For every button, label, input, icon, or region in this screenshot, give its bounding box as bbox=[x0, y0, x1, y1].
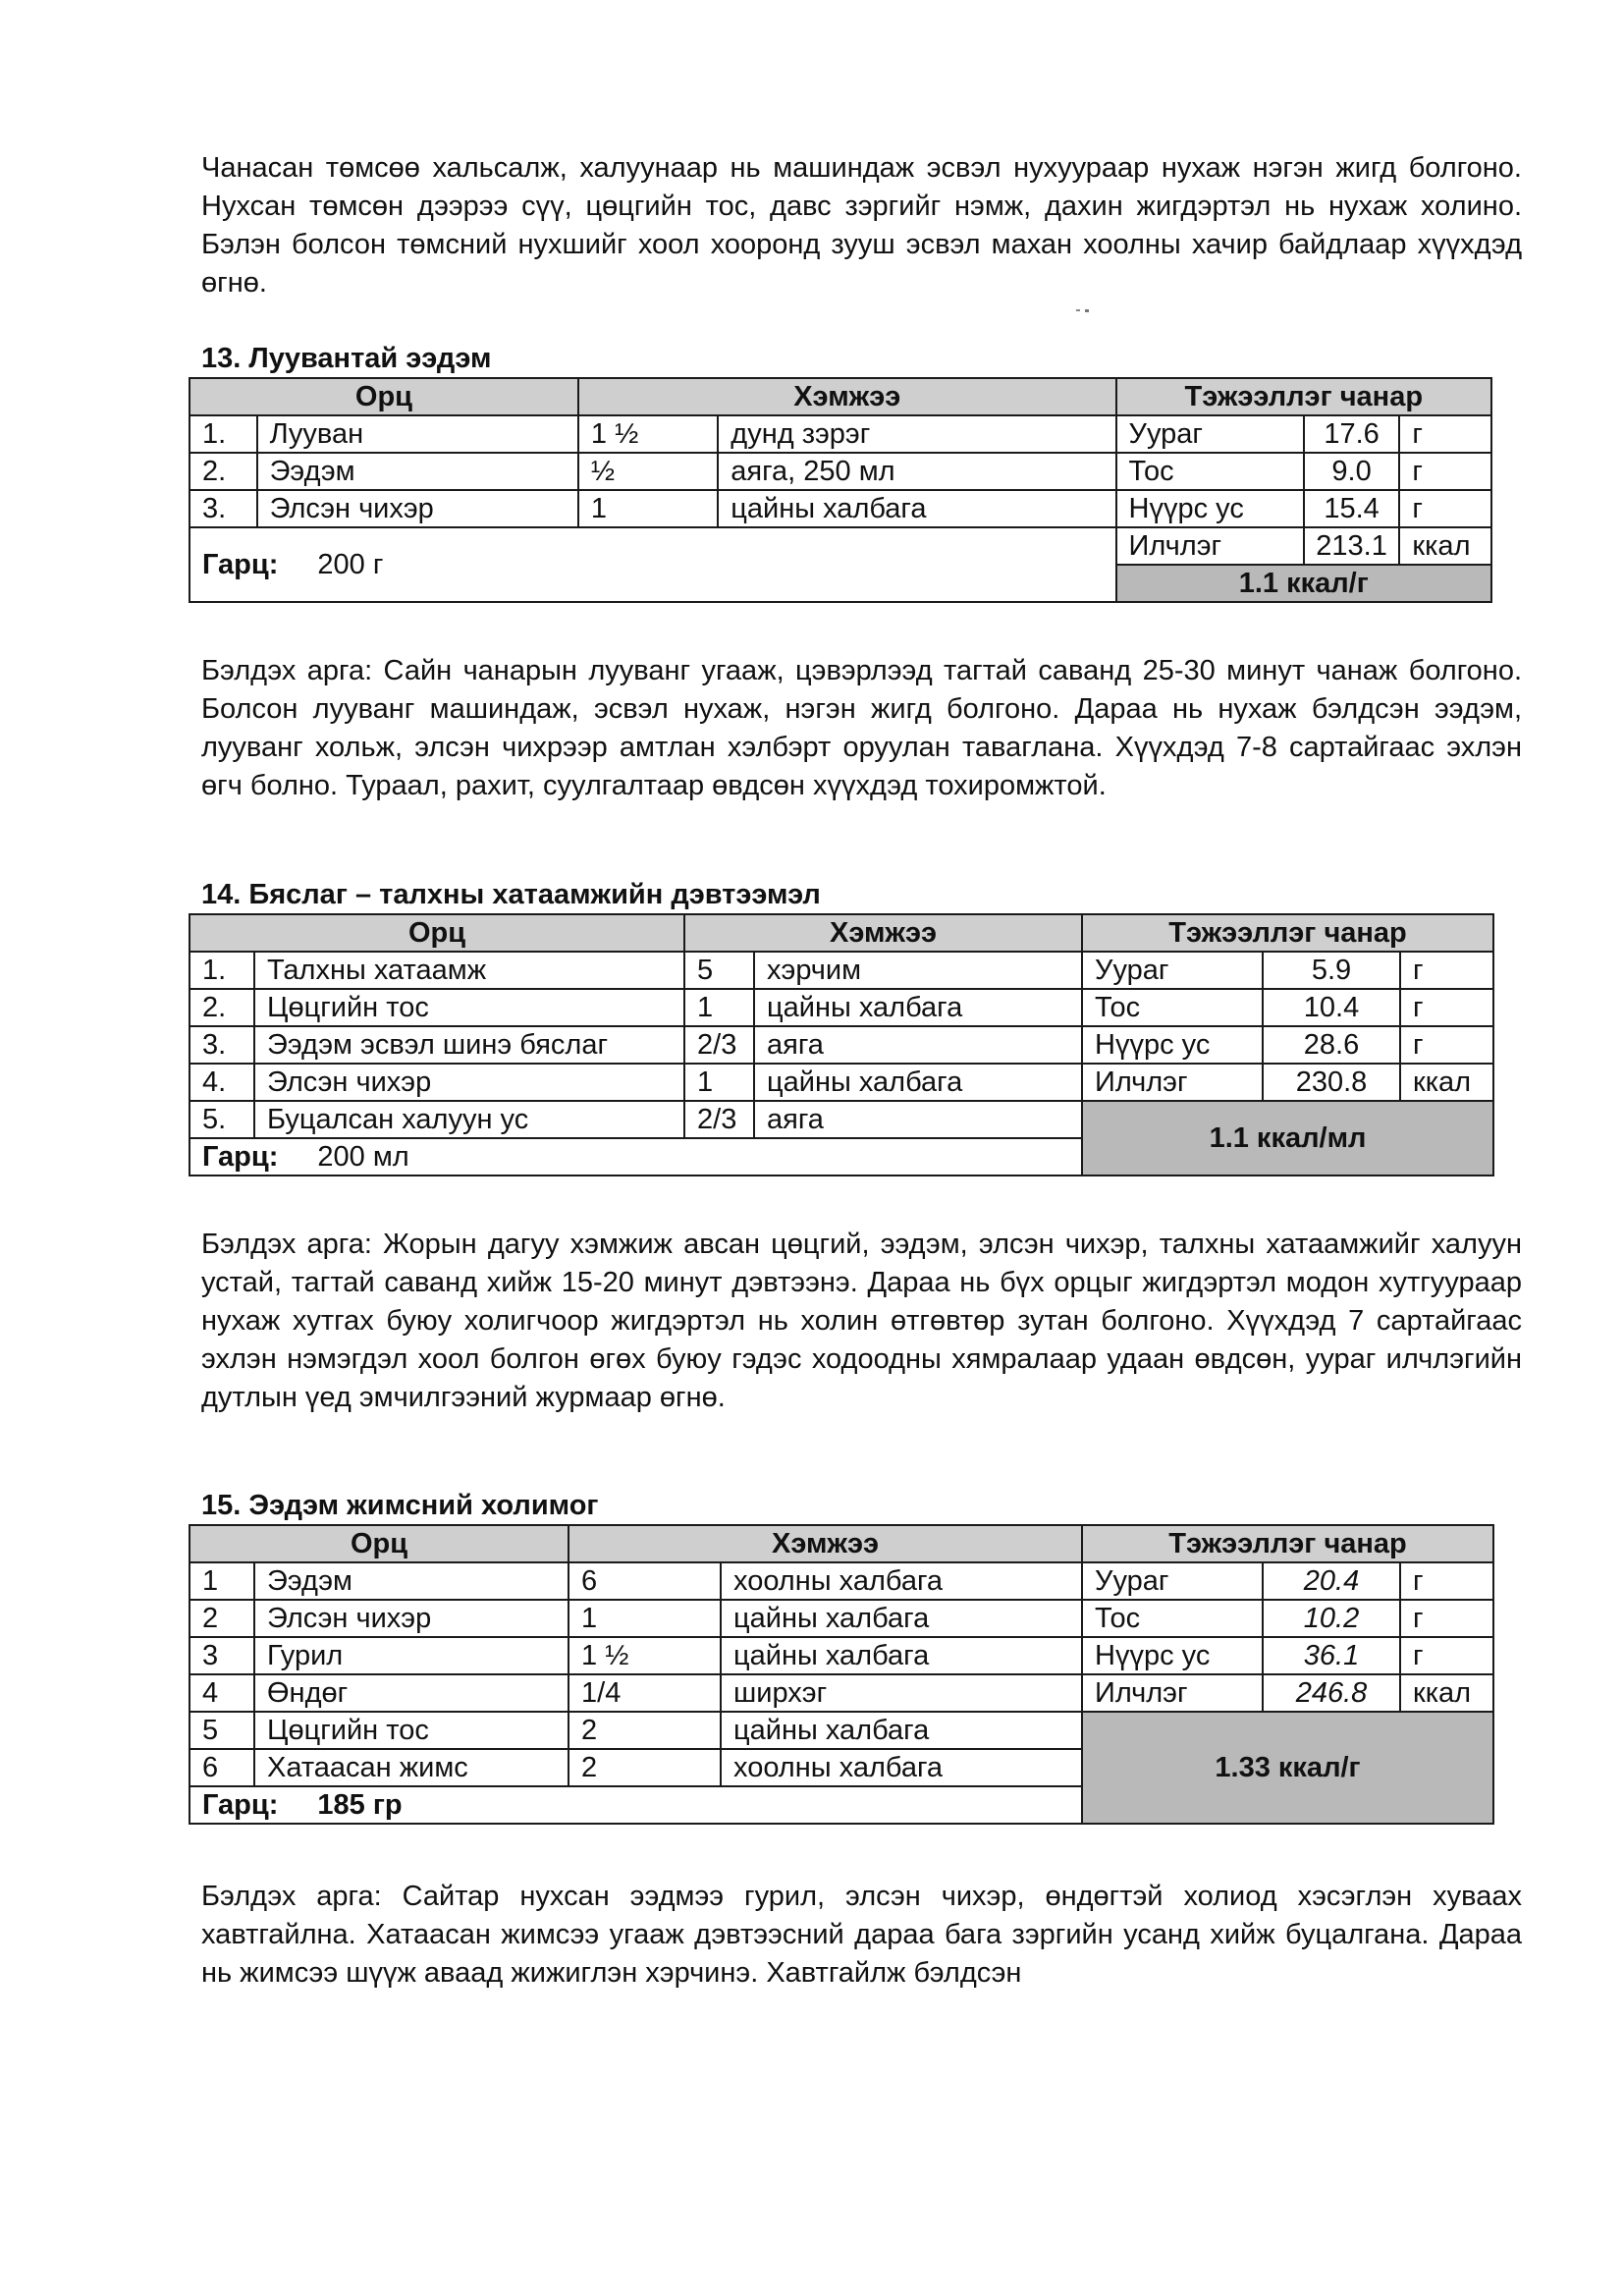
nutrient-value: 28.6 bbox=[1263, 1026, 1400, 1064]
col-header-hemjee: Хэмжээ bbox=[578, 378, 1116, 415]
nutrient-label: Нүүрс ус bbox=[1116, 490, 1304, 527]
ingredient-num: 3. bbox=[189, 490, 257, 527]
table-header-row bbox=[189, 1525, 1493, 1562]
nutrient-unit: г bbox=[1399, 453, 1491, 490]
col-header-hemjee: Хэмжээ bbox=[568, 1525, 1082, 1562]
recipe13-table bbox=[189, 377, 1492, 603]
table-row bbox=[189, 1712, 1493, 1749]
energy-density: 1.1 ккал/мл bbox=[1082, 1101, 1493, 1175]
nutrient-label: Илчлэг bbox=[1116, 527, 1304, 565]
ingredient-unit: аяга bbox=[754, 1101, 1082, 1138]
ingredient-unit: цайны халбага bbox=[754, 989, 1082, 1026]
yield-value: 185 гр bbox=[317, 1789, 403, 1821]
nutrient-label: Уураг bbox=[1116, 415, 1304, 453]
table-row bbox=[189, 527, 1491, 565]
scan-speck bbox=[1076, 308, 1090, 312]
nutrient-value: 213.1 bbox=[1304, 527, 1400, 565]
yield-cell bbox=[189, 1786, 1082, 1824]
ingredient-qty: ½ bbox=[578, 453, 718, 490]
ingredient-name: Элсэн чихэр bbox=[254, 1064, 684, 1101]
yield-value: 200 мл bbox=[317, 1141, 409, 1173]
nutrient-label: Илчлэг bbox=[1082, 1674, 1263, 1712]
nutrient-unit: г bbox=[1400, 1026, 1493, 1064]
nutrient-unit: ккал bbox=[1400, 1064, 1493, 1101]
table-row bbox=[189, 490, 1491, 527]
table-row bbox=[189, 415, 1491, 453]
ingredient-unit: цайны халбага bbox=[721, 1637, 1082, 1674]
yield-cell bbox=[189, 527, 1116, 602]
nutrient-unit: г bbox=[1400, 989, 1493, 1026]
ingredient-unit: хэрчим bbox=[754, 952, 1082, 989]
nutrient-value: 15.4 bbox=[1304, 490, 1400, 527]
nutrient-label: Нүүрс ус bbox=[1082, 1637, 1263, 1674]
nutrient-unit: ккал bbox=[1399, 527, 1491, 565]
ingredient-name: Хатаасан жимс bbox=[254, 1749, 568, 1786]
ingredient-unit: цайны халбага bbox=[721, 1600, 1082, 1637]
ingredient-unit: хоолны халбага bbox=[721, 1749, 1082, 1786]
ingredient-name: Лууван bbox=[257, 415, 578, 453]
col-header-tejeel: Тэжээллэг чанар bbox=[1116, 378, 1491, 415]
ingredient-qty: 1 bbox=[684, 1064, 754, 1101]
yield-cell bbox=[189, 1138, 1082, 1175]
energy-density: 1.1 ккал/г bbox=[1116, 565, 1491, 602]
ingredient-num: 6 bbox=[189, 1749, 254, 1786]
ingredient-qty: 2 bbox=[568, 1712, 721, 1749]
nutrient-label: Тос bbox=[1082, 1600, 1263, 1637]
ingredient-qty: 2/3 bbox=[684, 1101, 754, 1138]
ingredient-name: Буцалсан халуун ус bbox=[254, 1101, 684, 1138]
ingredient-qty: 1 bbox=[568, 1600, 721, 1637]
col-header-hemjee: Хэмжээ bbox=[684, 914, 1082, 952]
ingredient-num: 3 bbox=[189, 1637, 254, 1674]
recipe15-title: 15. Ээдэм жимсний холимог bbox=[201, 1490, 599, 1521]
col-header-orts: Орц bbox=[189, 378, 578, 415]
ingredient-num: 2 bbox=[189, 1600, 254, 1637]
table-row bbox=[189, 1064, 1493, 1101]
table-header-row bbox=[189, 378, 1491, 415]
ingredient-num: 2. bbox=[189, 453, 257, 490]
nutrient-label: Уураг bbox=[1082, 952, 1263, 989]
nutrient-value: 17.6 bbox=[1304, 415, 1400, 453]
table-row bbox=[189, 952, 1493, 989]
table-row bbox=[189, 453, 1491, 490]
nutrient-unit: г bbox=[1400, 1637, 1493, 1674]
nutrient-value: 10.4 bbox=[1263, 989, 1400, 1026]
nutrient-label: Илчлэг bbox=[1082, 1064, 1263, 1101]
nutrient-value: 9.0 bbox=[1304, 453, 1400, 490]
ingredient-qty: 1 ½ bbox=[568, 1637, 721, 1674]
ingredient-qty: 1 ½ bbox=[578, 415, 718, 453]
ingredient-unit: хоолны халбага bbox=[721, 1562, 1082, 1600]
ingredient-name: Ээдэм эсвэл шинэ бяслаг bbox=[254, 1026, 684, 1064]
recipe15-method: Бэлдэх арга: Сайтар нухсан ээдмээ гурил, элсэн чихэр, өндөгтэй холиод хэсэглэн хуваах хавтгайлна. Хатаасан жимсээ угааж дэвтээсний дараа бага зэргийн усанд хийж буцалгана. Дараа нь жимсээ шүүж аваад жижиглэн хэрчинэ. Хавтгайлж бэлдсэн bbox=[201, 1881, 1522, 1989]
table-row bbox=[189, 1600, 1493, 1637]
ingredient-unit: аяга bbox=[754, 1026, 1082, 1064]
ingredient-name: Гурил bbox=[254, 1637, 568, 1674]
nutrient-value: 10.2 bbox=[1263, 1600, 1400, 1637]
ingredient-num: 1. bbox=[189, 952, 254, 989]
nutrient-label: Уураг bbox=[1082, 1562, 1263, 1600]
ingredient-qty: 2/3 bbox=[684, 1026, 754, 1064]
nutrient-unit: г bbox=[1400, 1600, 1493, 1637]
yield-label: Гарц: bbox=[202, 1789, 279, 1821]
ingredient-num: 1 bbox=[189, 1562, 254, 1600]
col-header-orts: Орц bbox=[189, 914, 684, 952]
yield-value: 200 г bbox=[317, 549, 384, 580]
ingredient-unit: цайны халбага bbox=[754, 1064, 1082, 1101]
nutrient-unit: ккал bbox=[1400, 1674, 1493, 1712]
nutrient-label: Тос bbox=[1082, 989, 1263, 1026]
ingredient-num: 4 bbox=[189, 1674, 254, 1712]
ingredient-num: 3. bbox=[189, 1026, 254, 1064]
ingredient-unit: ширхэг bbox=[721, 1674, 1082, 1712]
intro-paragraph: Чанасан төмсөө хальсалж, халуунаар нь машиндаж эсвэл нухуураар нухаж нэгэн жигд болгоно. Нухсан төмсөн дээрээ сүү, цөцгийн тос, давс зэргийг нэмж, дахин жигдэртэл нь нухаж холино. Бэлэн болсон төмсний нухшийг хоол хооронд зууш эсвэл махан хоолны хачир байдлаар хүүхдэд өгнө. bbox=[201, 152, 1522, 299]
ingredient-num: 5 bbox=[189, 1712, 254, 1749]
ingredient-unit: цайны халбага bbox=[721, 1712, 1082, 1749]
ingredient-num: 2. bbox=[189, 989, 254, 1026]
ingredient-qty: 1 bbox=[578, 490, 718, 527]
table-row bbox=[189, 1637, 1493, 1674]
table-row bbox=[189, 989, 1493, 1026]
recipe14-title: 14. Бяслаг – талхны хатаамжийн дэвтээмэл bbox=[201, 879, 821, 910]
ingredient-unit: дунд зэрэг bbox=[718, 415, 1115, 453]
ingredient-num: 1. bbox=[189, 415, 257, 453]
nutrient-unit: г bbox=[1400, 952, 1493, 989]
nutrient-value: 230.8 bbox=[1263, 1064, 1400, 1101]
ingredient-name: Элсэн чихэр bbox=[257, 490, 578, 527]
ingredient-num: 5. bbox=[189, 1101, 254, 1138]
ingredient-name: Цөцгийн тос bbox=[254, 1712, 568, 1749]
table-row bbox=[189, 1101, 1493, 1138]
ingredient-name: Цөцгийн тос bbox=[254, 989, 684, 1026]
ingredient-qty: 1 bbox=[684, 989, 754, 1026]
yield-label: Гарц: bbox=[202, 549, 279, 580]
recipe13-method: Бэлдэх арга: Сайн чанарын лууванг угааж, цэвэрлээд тагтай саванд 25-30 минут чанаж болгоно. Болсон лууванг машиндаж, эсвэл нухаж, нэгэн жигд болгоно. Дараа нь нухаж бэлдсэн ээдэм, лууванг хольж, элсэн чихрээр амтлан хэлбэрт оруулан тавагланa. Хүүхдэд 7-8 сартайгаас эхлэн өгч болно. Тураал, рахит, суулгалтаар өвдсөн хүүхдэд тохиромжтой. bbox=[201, 655, 1522, 801]
recipe14-method: Бэлдэх арга: Жорын дагуу хэмжиж авсан цөцгий, ээдэм, элсэн чихэр, талхны хатаамжийг халуун устай, тагтай саванд хийж 15-20 минут дэвтээнэ. Дараа нь бүх орцыг жигдэртэл модон хутгуураар нухаж хутгах буюу холигчоор жигдэртэл нь холин өтгөвтөр зутан болгоно. Хүүхдэд 7 сартайгаас эхлэн нэмэгдэл хоол болгон өгөх буюу гэдэс ходоодны хямралаар удаан өвдсөн, уураг илчлэгийн дутлын үед эмчилгээний журмаар өгнө. bbox=[201, 1229, 1522, 1413]
table-header-row bbox=[189, 914, 1493, 952]
yield-label: Гарц: bbox=[202, 1141, 279, 1173]
col-header-tejeel: Тэжээллэг чанар bbox=[1082, 1525, 1493, 1562]
nutrient-label: Тос bbox=[1116, 453, 1304, 490]
ingredient-qty: 1/4 bbox=[568, 1674, 721, 1712]
recipe15-table bbox=[189, 1524, 1494, 1825]
nutrient-value: 5.9 bbox=[1263, 952, 1400, 989]
recipe13-title: 13. Луувантай ээдэм bbox=[201, 343, 492, 374]
ingredient-name: Өндөг bbox=[254, 1674, 568, 1712]
energy-density: 1.33 ккал/г bbox=[1082, 1712, 1493, 1824]
ingredient-qty: 6 bbox=[568, 1562, 721, 1600]
nutrient-unit: г bbox=[1399, 415, 1491, 453]
ingredient-name: Ээдэм bbox=[257, 453, 578, 490]
ingredient-name: Талхны хатаамж bbox=[254, 952, 684, 989]
ingredient-unit: цайны халбага bbox=[718, 490, 1115, 527]
col-header-tejeel: Тэжээллэг чанар bbox=[1082, 914, 1493, 952]
recipe14-table bbox=[189, 913, 1494, 1176]
ingredient-num: 4. bbox=[189, 1064, 254, 1101]
nutrient-unit: г bbox=[1399, 490, 1491, 527]
nutrient-unit: г bbox=[1400, 1562, 1493, 1600]
table-row bbox=[189, 1026, 1493, 1064]
table-row bbox=[189, 1562, 1493, 1600]
nutrient-value: 246.8 bbox=[1263, 1674, 1400, 1712]
col-header-orts: Орц bbox=[189, 1525, 568, 1562]
ingredient-unit: аяга, 250 мл bbox=[718, 453, 1115, 490]
table-row bbox=[189, 1674, 1493, 1712]
ingredient-name: Элсэн чихэр bbox=[254, 1600, 568, 1637]
nutrient-value: 36.1 bbox=[1263, 1637, 1400, 1674]
ingredient-qty: 5 bbox=[684, 952, 754, 989]
ingredient-qty: 2 bbox=[568, 1749, 721, 1786]
nutrient-value: 20.4 bbox=[1263, 1562, 1400, 1600]
nutrient-label: Нүүрс ус bbox=[1082, 1026, 1263, 1064]
ingredient-name: Ээдэм bbox=[254, 1562, 568, 1600]
